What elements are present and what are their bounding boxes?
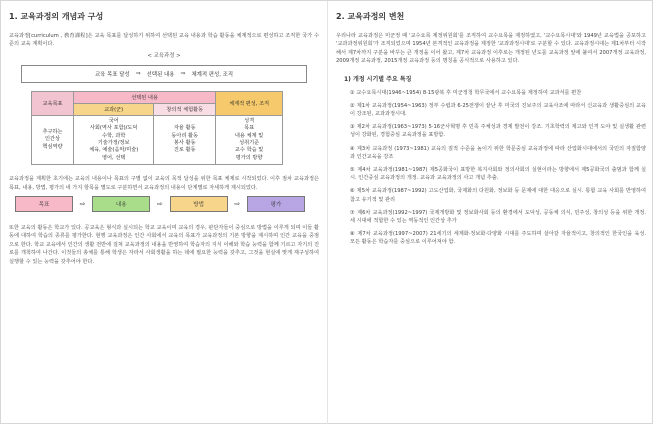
flow-step-organize: 체계적 편성, 조직 [191, 71, 234, 78]
list-item: ⑥ 제5차 교육과정(1987~1992) 고도산업화, 국제화의 다원화, 정보화 등 문제에 대한 대응으로 실시. 통합 교육 사회를 반영하여 참고 유기적 및 관리 [350, 188, 646, 203]
arrow-icon: ⇒ [135, 70, 141, 78]
chip-content: 내용 [92, 196, 150, 212]
table-cell-subject: 국어 사회(역사 포함)/도덕 수학, 과학 기술가정/정보 체육, 예술(음악/미술) 영어, 선택 [74, 115, 154, 164]
figure-caption: < 교육과정 > [147, 52, 181, 59]
section-title-history: 2. 교육과정의 변천 [336, 12, 405, 21]
list-item: ① 교수요목시대(1946~1954) 8·15광복 후 미군정청 학무국에서 교수요목을 제정하여 교과서를 편찬 [350, 89, 582, 96]
arrow-icon: ⇨ [79, 200, 86, 209]
table-header-system: 체계적 편성, 조직 [216, 91, 283, 115]
table-cell-goal: 추구하는 인간상 핵심역량 [32, 115, 74, 164]
arrow-icon: ⇒ [180, 70, 186, 78]
curriculum-elements-row [15, 196, 305, 212]
curriculum-table [31, 91, 283, 165]
list-item: ③ 제2차 교육과정(1963~1973) 5·16군사혁명 후 민족 주체성과 경제 발전이 강조. 기초학력의 제고와 인격 도야 및 실생활 관련성이 강화된, 경험중심 교육과정을 표방함. [350, 124, 646, 139]
chip-evaluation: 평가 [247, 196, 305, 212]
flow-step-goal: 교육 목표 달성 [94, 71, 130, 78]
list-item: ⑧ 제7차 교육과정(1997~2007) 21세기의 세계화·정보화·다양화 시대를 주도하며 살아갈 자율적이고, 창의적인 한국인을 육성. 모든 활동은 학습자를 중심으로 이루어져야 함. [350, 231, 646, 246]
subsection-title: 1) 개정 시기별 주요 특징 [344, 75, 412, 83]
table-cell-system: 성격 목표 내용 체계 및 성취기준 교수 학습 및 평가의 방향 [216, 115, 283, 164]
section-title-concept: 1. 교육과정의 개념과 구성 [9, 12, 104, 21]
left-column [1, 1, 327, 424]
list-item: ⑦ 제6차 교육과정(1992~1997) 국제개방화 및 정보화사회 등의 환경에서 도덕성, 공동체 의식, 민주성, 창의성 등을 위한 개정. 세 시대에 적합한 수 있는 역동적인 인간상 추가 [350, 209, 646, 225]
intro-paragraph: 교육과정[curriculum , 敎育課程]은 교육 목표를 달성하기 위하여 선택된 교육 내용과 학습 활동을 체계적으로 편성하고 조직한 국가 수준의 교육 계획이다. [9, 33, 319, 48]
right-column [328, 1, 653, 424]
list-item: ④ 제3차 교육과정 (1973~1981) 교육의 질적 수준을 높이기 위한 학문중심 교육과정에 따라 산업화시대에서의 국민의 자질함양과 인간교육을 강조 [350, 145, 646, 160]
table-header-goal: 교육목표 [32, 91, 74, 115]
curriculum-flow-box [21, 65, 307, 83]
arrow-icon: ⇨ [157, 200, 163, 209]
mid-paragraph: 교육과정을 계획한 초기에는 교육의 내용이나 목표의 구별 없이 교육의 목적 달성을 위한 목표 체제로 시작되었다. 이후 점차 교육과정은 목표, 내용, 방법, 평가의 네 가지 항목을 별도로 구분하면서 교육과정의 내용이 단계별로 자세하게 제시되었다. [9, 176, 319, 191]
table-cell-creative: 자율 활동 동아리 활동 봉사 활동 진로 활동 [154, 115, 216, 164]
table-header-subject: 교과(군) [74, 103, 154, 115]
table-header-creative: 창의적 체험활동 [154, 103, 216, 115]
list-item: ⑤ 제4차 교육과정(1981~1987) 제5공화국이 표방한 복지사회와 정의사회의 실현이라는 방향에서 제5공화국의 출범과 함께 실시. 인간중심 교육과정의 개정. 교육과 교육과정의 사고 개념 추출. [350, 167, 646, 182]
list-item: ② 제1차 교육과정(1954~1963) 정부 수립과 6·25전쟁이 끝난 후 미국의 진보주의 교육사조에 따라서 신교육과 생활중심의 교육이 강조된, 교과과정시대. [350, 102, 646, 118]
chip-method: 방법 [170, 196, 228, 212]
table-header-content: 선택된 내용 [74, 91, 216, 103]
history-intro-paragraph: 우리나라 교육과정은 미군정 때 '교수요목 제정위원회'를 조직하여 교수요목을 제정하였고, '교수요목시대'와 1949년 교육법을 공포하고 '교과과정위원회'가 조직되었으며 1954년 본격적인 교육과정을 제정한 '교과과정시대'로 구분할 수 있다. 교육과정시대는 제1차부터 시작해서 제7차까지 구분을 바꾸는 큰 개정을 이어 왔고, 제7차 교육과정 이후로는 개정된 년도를 교육과정 앞에 붙여서 2007개정 교육과정, 2009개정 교육과정, 2015개정 교육과정 등의 명칭을 공식적으로 사용하고 있다. [336, 33, 646, 65]
bottom-paragraph: 또한 교육의 활동은 학교가 있다. 공교육은 형식과 실시되는 학교 교육이며 교육의 경우, 판단자들이 중심으로 방법을 이루게 되며 이들 활동에 대하여 학습의 종류를 평가한다. 현행 교육과정은 인간 사회에서 교육의 목표가 교육과정의 기본 방향을 제시하며 인간 교육을 중점으로 한다. 학교 교육에서 인간의 생활 전반에 걸쳐 교육과정의 내용을 반영하여 학습자의 지식 이해와 학습 능력을 함께 기르고 자기의 진로를 개척하여 나간다. 이것들의 총체를 통해 학생은 자라서 사회생활을 하는 데에 필요한 능력을 갖추고, 그것을 현실에 맞게 재구성하여 실행할 수 있는 능력을 갖추어야 한다. [9, 225, 319, 265]
flow-step-content: 선택된 내용 [146, 71, 175, 78]
arrow-icon: ⇨ [234, 200, 241, 209]
chip-goal: 목표 [15, 196, 73, 212]
